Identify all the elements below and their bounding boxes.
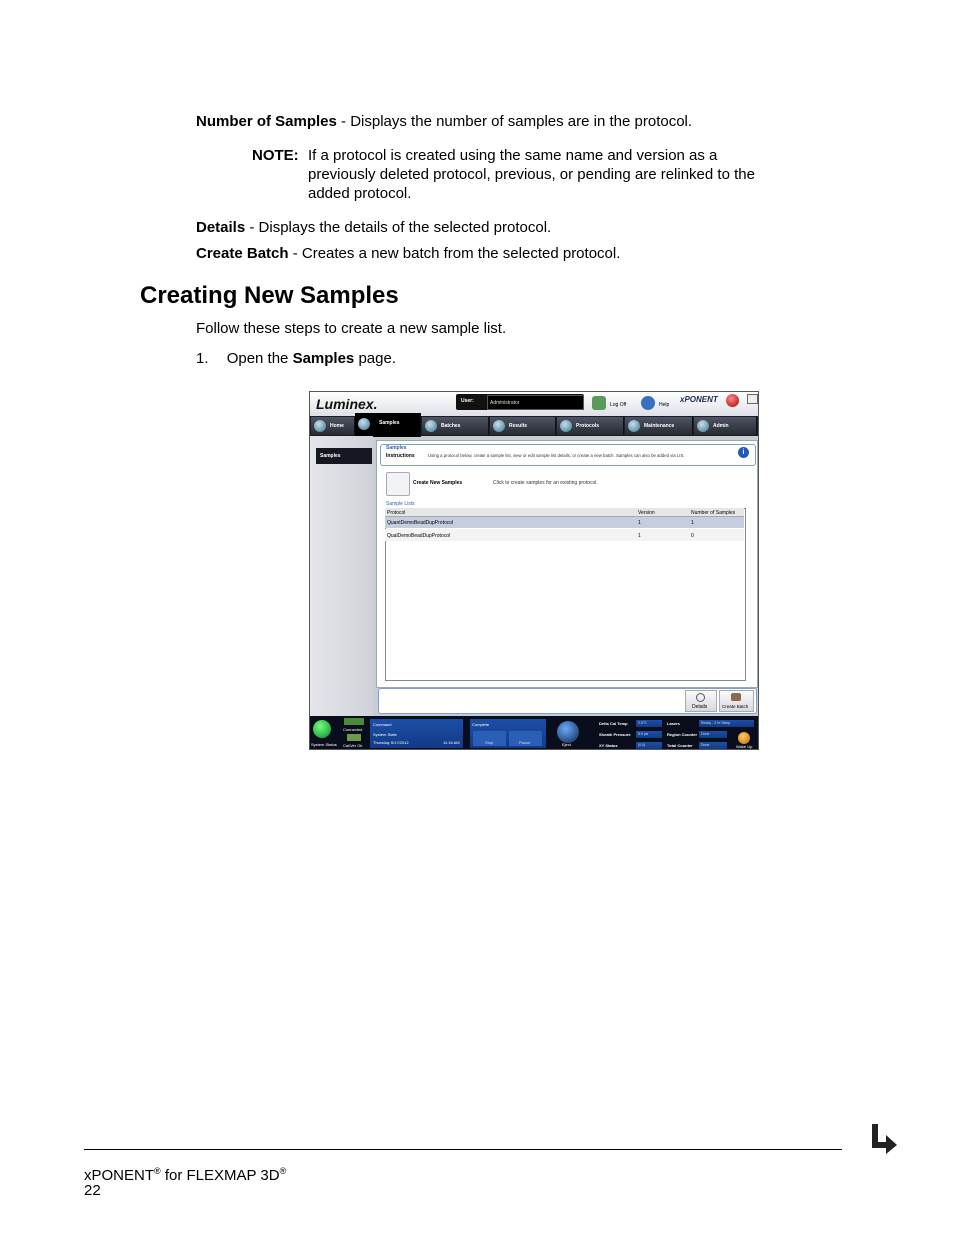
section-heading: Creating New Samples — [140, 282, 399, 309]
maintenance-icon — [628, 420, 640, 432]
help-icon[interactable] — [641, 396, 655, 410]
item-details: Details - Displays the details of the selected protocol. — [196, 219, 552, 236]
stop-button[interactable]: Stop — [473, 731, 506, 746]
tab-admin[interactable]: Admin — [694, 417, 757, 435]
note-line-2: previously deleted protocol, previous, or pending are relinked to the — [308, 166, 755, 183]
main-tab-bar — [310, 416, 758, 436]
tab-batches[interactable]: Batches — [422, 417, 489, 435]
magnifier-icon — [696, 693, 705, 702]
tab-maintenance[interactable]: Maintenance — [625, 417, 693, 435]
create-new-samples-desc: Click to create samples for an existing protocol. — [493, 480, 598, 486]
create-new-samples-button[interactable]: Create New Samples — [413, 480, 463, 486]
system-status-label: System Status — [311, 742, 337, 747]
region-counter-field: Done — [699, 731, 727, 738]
step-1: 1. Open the Samples page. — [196, 350, 396, 367]
log-off-icon[interactable] — [592, 396, 606, 410]
delta-cal-temp-label: Delta Cal Temp — [599, 721, 628, 726]
row-1-protocol: QuantDemoBeadDupProtocol — [387, 520, 454, 526]
create-batch-button[interactable]: Create Batch — [719, 690, 754, 712]
eject-icon[interactable] — [557, 721, 579, 743]
eject-label[interactable]: Eject — [562, 742, 571, 747]
luminex-logo: Luminex. — [316, 396, 378, 412]
total-counter-field: Done — [699, 742, 727, 749]
results-icon — [493, 420, 505, 432]
user-field: Administrator — [487, 395, 584, 410]
page-number: 22 — [84, 1182, 101, 1199]
user-label: User: — [461, 398, 474, 404]
pause-button[interactable]: Pause — [509, 731, 542, 746]
status-light-icon — [726, 394, 739, 407]
system-state-label: System State — [373, 732, 397, 737]
protocols-icon — [560, 420, 572, 432]
samples-icon — [358, 418, 370, 430]
row-1-count: 1 — [691, 520, 694, 526]
row-2-count: 0 — [691, 533, 694, 539]
instructions-text: Using a protocol below, create a sample list, view or edit sample list details, or create a new batch. Samples can also be added via LIS. — [428, 453, 685, 458]
item-create-batch: Create Batch - Creates a new batch from the selected protocol. — [196, 245, 621, 262]
create-batch-icon — [731, 693, 741, 701]
complete-label: Complete — [472, 722, 490, 727]
wake-up-icon[interactable] — [738, 732, 750, 744]
intro-text: Follow these steps to create a new sample list. — [196, 320, 507, 337]
info-icon[interactable]: i — [738, 447, 749, 458]
instructions-label: Instructions — [386, 453, 415, 459]
create-new-samples-icon[interactable] — [386, 472, 410, 496]
sidebar-item-samples[interactable]: Samples — [316, 448, 372, 464]
connected-icon — [344, 718, 364, 725]
xy-status-label: XY Status — [599, 743, 618, 748]
system-status-icon[interactable] — [313, 720, 331, 738]
batches-icon — [425, 420, 437, 432]
details-button[interactable]: Details — [685, 690, 717, 712]
note-line-3: added protocol. — [308, 185, 412, 202]
note-line-1: If a protocol is created using the same name and version as a — [308, 147, 718, 164]
samples-page-screenshot — [309, 391, 759, 750]
item-number-of-samples: Number of Samples - Displays the number of samples are in the protocol. — [196, 113, 693, 130]
wake-up-label[interactable]: Wake Up — [736, 744, 753, 749]
note-label: NOTE: — [252, 147, 299, 164]
sheath-pressure-label: Sheath Pressure — [599, 732, 631, 737]
sidebar — [310, 436, 373, 716]
lasers-field: Ready - 2 hr Sleep — [699, 720, 754, 727]
delta-cal-temp-field: 2.0°C — [636, 720, 662, 727]
xponent-brand: xPONENT — [680, 395, 718, 404]
tab-results[interactable]: Results — [490, 417, 556, 435]
footer-rule — [84, 1149, 842, 1150]
window-control-icon[interactable] — [747, 394, 758, 404]
tab-home[interactable]: Home — [311, 417, 355, 435]
continued-arrow-icon — [868, 1122, 900, 1154]
row-1-version: 1 — [638, 520, 641, 526]
row-2-protocol: QualDemoBeadDupProtocol — [387, 533, 451, 539]
date-label: Thursday 5/17/2012 — [373, 740, 409, 745]
log-off-button[interactable]: Log Off — [610, 402, 627, 408]
admin-icon — [697, 420, 709, 432]
region-counter-label: Region Counter — [667, 732, 697, 737]
command-label: Command — [373, 722, 392, 727]
column-version[interactable]: Version — [638, 510, 655, 516]
footer-product: xPONENT® for FLEXMAP 3D® — [84, 1166, 287, 1184]
column-number-of-samples[interactable]: Number of Samples — [691, 510, 736, 516]
lasers-label: Lasers — [667, 721, 680, 726]
tab-protocols[interactable]: Protocols — [557, 417, 624, 435]
time-label: 11:16 AM — [443, 740, 460, 745]
calver-icon — [347, 734, 361, 741]
sheath-pressure-field: 8.0 psi — [636, 731, 662, 738]
tab-samples[interactable]: Samples — [355, 413, 421, 437]
row-2-version: 1 — [638, 533, 641, 539]
home-icon — [314, 420, 326, 432]
section-title: Samples — [386, 445, 407, 451]
column-protocol[interactable]: Protocol — [387, 510, 406, 516]
connected-label: Connected — [343, 727, 363, 732]
calver-label: Cal/Ver Ok — [343, 743, 363, 748]
xy-status-field: (0,0) — [636, 742, 662, 749]
total-counter-label: Total Counter — [667, 743, 693, 748]
sample-lists-label: Sample Lists — [386, 501, 415, 507]
help-button[interactable]: Help — [659, 402, 670, 408]
